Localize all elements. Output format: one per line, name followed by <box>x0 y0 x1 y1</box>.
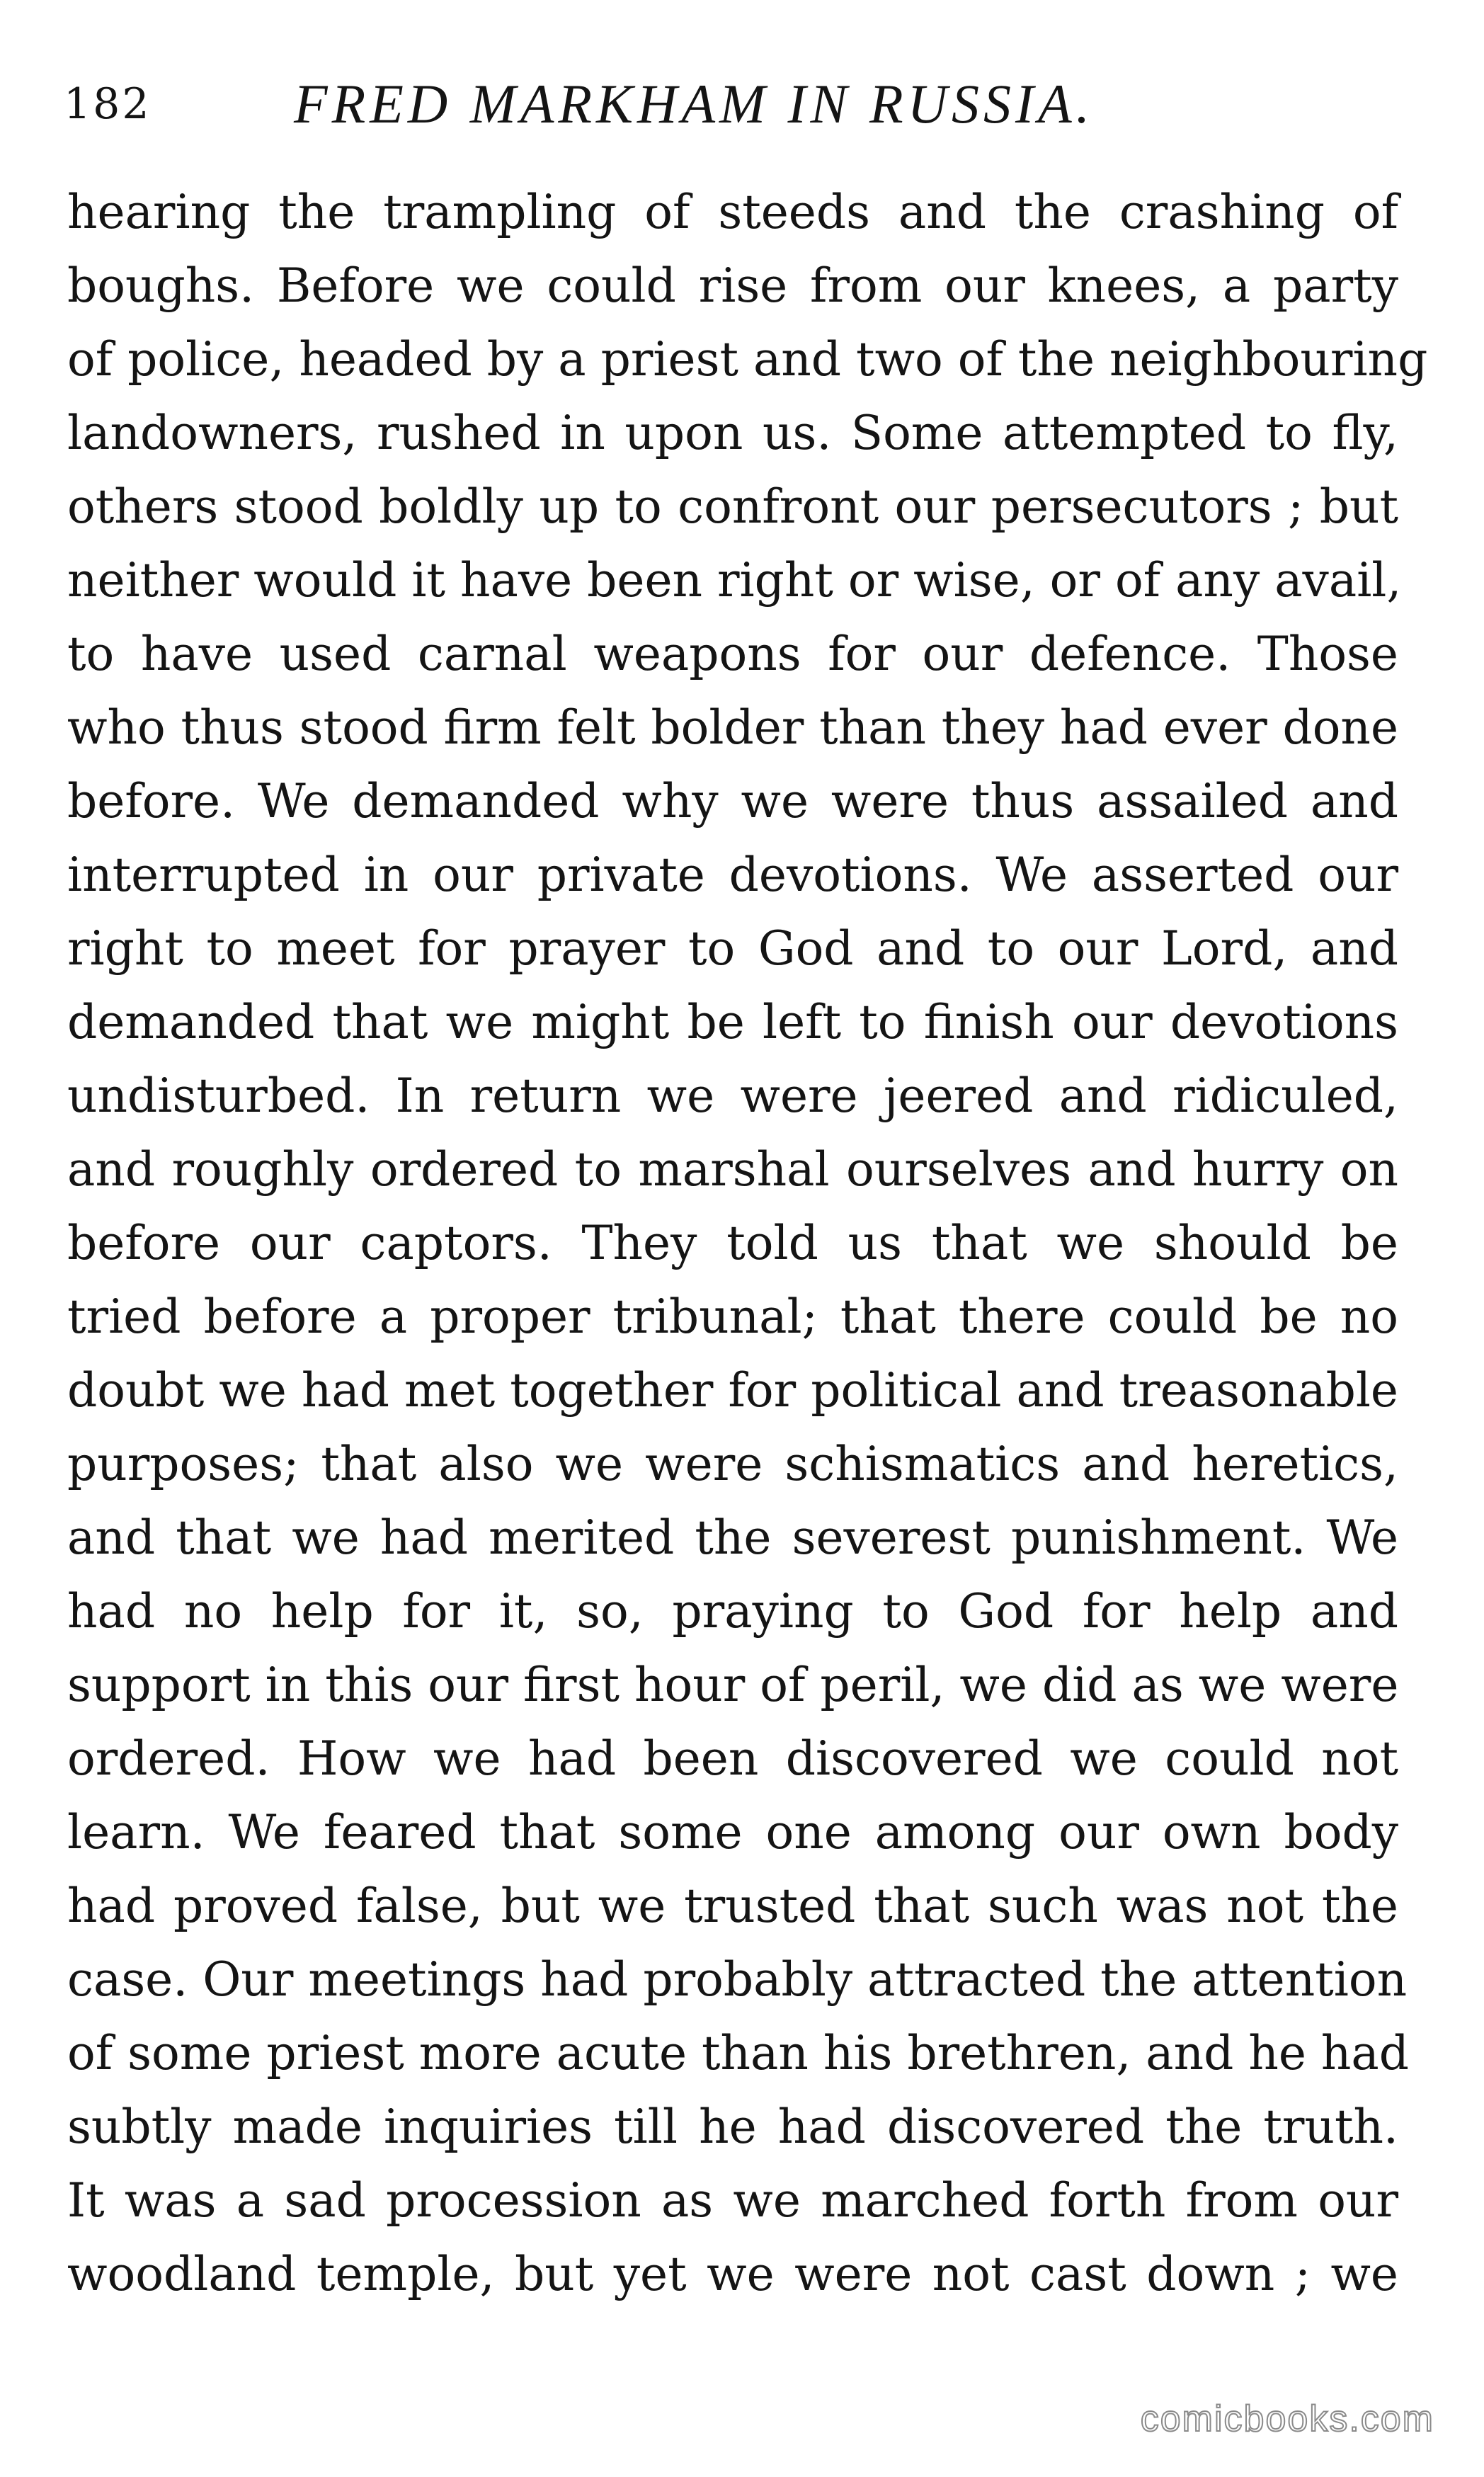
text-line: demanded that we might be left to finish our devotions <box>67 995 1398 1049</box>
text-line: woodland temple, but yet we were not cast down ; we <box>67 2247 1398 2301</box>
text-line: undisturbed. In return we were jeered and ridiculed, <box>67 1069 1398 1123</box>
text-line: case. Our meetings had probably attracted the attention <box>67 1952 1408 2007</box>
text-line: of some priest more acute than his brethren, and he had <box>67 2026 1410 2080</box>
text-line: and that we had merited the severest punishment. We <box>67 1510 1398 1565</box>
running-head <box>64 65 1423 143</box>
text-line: others stood boldly up to confront our persecutors ; but <box>67 479 1398 534</box>
text-line: right to meet for prayer to God and to our Lord, and <box>67 921 1398 976</box>
text-line: landowners, rushed in upon us. Some attempted to fly, <box>67 406 1398 460</box>
text-line: It was a sad procession as we marched forth from our <box>67 2173 1398 2228</box>
text-line: learn. We feared that some one among our own body <box>67 1805 1398 1860</box>
body-text <box>67 176 1428 2311</box>
text-line: of police, headed by a priest and two of the neighbouring <box>67 332 1428 387</box>
text-line: neither would it have been right or wise, or of any avail, <box>67 553 1402 608</box>
text-line: doubt we had met together for political and treasonable <box>67 1363 1398 1418</box>
text-line: tried before a proper tribunal; that there could be no <box>67 1289 1398 1344</box>
page-number: 182 <box>64 79 152 129</box>
text-line: had proved false, but we trusted that such was not the <box>67 1879 1398 1933</box>
text-line: had no help for it, so, praying to God for help and <box>67 1584 1398 1639</box>
text-line: before our captors. They told us that we should be <box>67 1216 1398 1270</box>
text-line: ordered. How we had been discovered we could not <box>67 1731 1398 1786</box>
running-title: FRED MARKHAM IN RUSSIA. <box>294 73 1095 135</box>
text-line: and roughly ordered to marshal ourselves and hurry on <box>67 1142 1398 1197</box>
text-line: who thus stood firm felt bolder than they had ever done <box>67 700 1398 755</box>
text-line: before. We demanded why we were thus assailed and <box>67 774 1398 828</box>
text-line: to have used carnal weapons for our defence. Those <box>67 627 1398 681</box>
text-line: interrupted in our private devotions. We asserted our <box>67 848 1398 902</box>
text-line: purposes; that also we were schismatics and heretics, <box>67 1437 1398 1491</box>
watermark-text: comicbooks.com <box>1140 2398 1434 2439</box>
text-line: boughs. Before we could rise from our knees, a party <box>67 258 1398 313</box>
text-line: hearing the trampling of steeds and the crashing of <box>67 185 1398 239</box>
text-line: subtly made inquiries till he had discovered the truth. <box>67 2100 1398 2154</box>
text-line: support in this our first hour of peril, we did as we were <box>67 1658 1399 1712</box>
